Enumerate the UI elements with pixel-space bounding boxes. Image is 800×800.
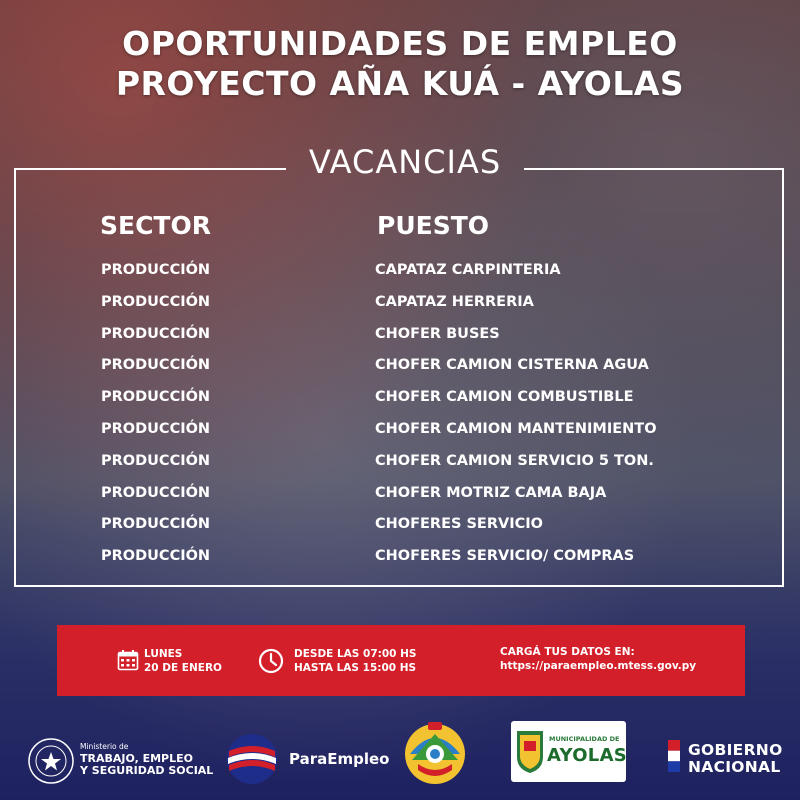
gob-line-1: GOBIERNO bbox=[688, 741, 783, 759]
register-text bbox=[500, 645, 696, 673]
row-puesto: CHOFER CAMION SERVICIO 5 TON. bbox=[375, 452, 654, 469]
paraempleo-text: ParaEmpleo bbox=[289, 750, 390, 768]
row-puesto: CHOFER CAMION MANTENIMIENTO bbox=[375, 420, 657, 437]
row-puesto: CHOFER MOTRIZ CAMA BAJA bbox=[375, 484, 607, 501]
sector-header: SECTOR bbox=[100, 211, 211, 240]
row-sector: PRODUCCIÓN bbox=[101, 262, 211, 278]
vacancy-row bbox=[0, 256, 800, 288]
row-sector: PRODUCCIÓN bbox=[101, 357, 211, 374]
row-sector: PRODUCCIÓN bbox=[101, 516, 211, 533]
mtess-small: Ministerio de bbox=[80, 742, 129, 751]
muni-name: AYOLAS bbox=[547, 745, 628, 766]
puesto-header: PUESTO bbox=[377, 211, 490, 240]
vacancies-title: VACANCIAS bbox=[308, 143, 502, 181]
vacancy-row bbox=[0, 351, 800, 383]
vacancy-row bbox=[0, 415, 800, 447]
municipalidad-ayolas-logo bbox=[511, 721, 626, 782]
frame-divider-left bbox=[14, 168, 286, 170]
paraguay-flag-icon bbox=[668, 740, 680, 772]
paraempleo-logo bbox=[226, 733, 278, 785]
row-sector: PRODUCCIÓN bbox=[101, 452, 211, 469]
national-seal-logo bbox=[27, 737, 75, 785]
hours-text bbox=[294, 647, 416, 675]
calendar-icon bbox=[117, 649, 139, 671]
row-puesto: CHOFERES SERVICIO/ COMPRAS bbox=[375, 548, 635, 565]
row-sector: PRODUCCIÓN bbox=[101, 548, 211, 565]
ayolas-coat-of-arms-logo bbox=[398, 714, 472, 788]
row-puesto: CAPATAZ HERRERIA bbox=[375, 293, 534, 310]
vacancy-row bbox=[0, 542, 800, 574]
row-puesto: CHOFER BUSES bbox=[375, 325, 500, 342]
title-line-2: PROYECTO AÑA KUÁ - AYOLAS bbox=[115, 64, 685, 103]
row-puesto: CAPATAZ CARPINTERIA bbox=[375, 262, 561, 278]
row-sector: PRODUCCIÓN bbox=[101, 389, 211, 406]
hours-from: DESDE LAS 07:00 HS bbox=[294, 648, 417, 660]
date-day: LUNES bbox=[144, 648, 183, 660]
register-label: CARGÁ TUS DATOS EN: bbox=[500, 646, 635, 658]
date-month: 20 DE ENERO bbox=[144, 662, 222, 674]
page-title bbox=[0, 24, 800, 104]
row-puesto: CHOFER CAMION COMBUSTIBLE bbox=[375, 389, 634, 406]
row-sector: PRODUCCIÓN bbox=[101, 293, 211, 310]
gobierno-nacional-logo bbox=[688, 742, 783, 776]
row-sector: PRODUCCIÓN bbox=[101, 420, 211, 437]
vacancy-row bbox=[0, 320, 800, 352]
muni-label: MUNICIPALIDAD DE bbox=[549, 735, 620, 743]
vacancies-list bbox=[0, 256, 800, 574]
row-puesto: CHOFERES SERVICIO bbox=[375, 516, 543, 533]
mtess-line-1: TRABAJO, EMPLEO bbox=[80, 752, 193, 765]
date-text bbox=[144, 647, 222, 675]
vacancy-row bbox=[0, 479, 800, 511]
vacancy-row bbox=[0, 383, 800, 415]
info-banner bbox=[57, 625, 745, 696]
ayolas-shield-icon bbox=[515, 729, 545, 775]
clock-icon bbox=[258, 648, 284, 674]
row-sector: PRODUCCIÓN bbox=[101, 325, 211, 342]
row-sector: PRODUCCIÓN bbox=[101, 484, 211, 501]
row-puesto: CHOFER CAMION CISTERNA AGUA bbox=[375, 357, 649, 374]
vacancy-row bbox=[0, 510, 800, 542]
vacancy-row bbox=[0, 288, 800, 320]
gob-line-2: NACIONAL bbox=[688, 758, 781, 776]
mtess-line-2: Y SEGURIDAD SOCIAL bbox=[80, 764, 214, 777]
frame-divider-right bbox=[524, 168, 784, 170]
register-url[interactable]: https://paraempleo.mtess.gov.py bbox=[500, 660, 697, 672]
title-line-1: OPORTUNIDADES DE EMPLEO bbox=[122, 24, 678, 63]
vacancy-row bbox=[0, 447, 800, 479]
mtess-logo-text bbox=[80, 741, 213, 777]
hours-to: HASTA LAS 15:00 HS bbox=[294, 662, 417, 674]
